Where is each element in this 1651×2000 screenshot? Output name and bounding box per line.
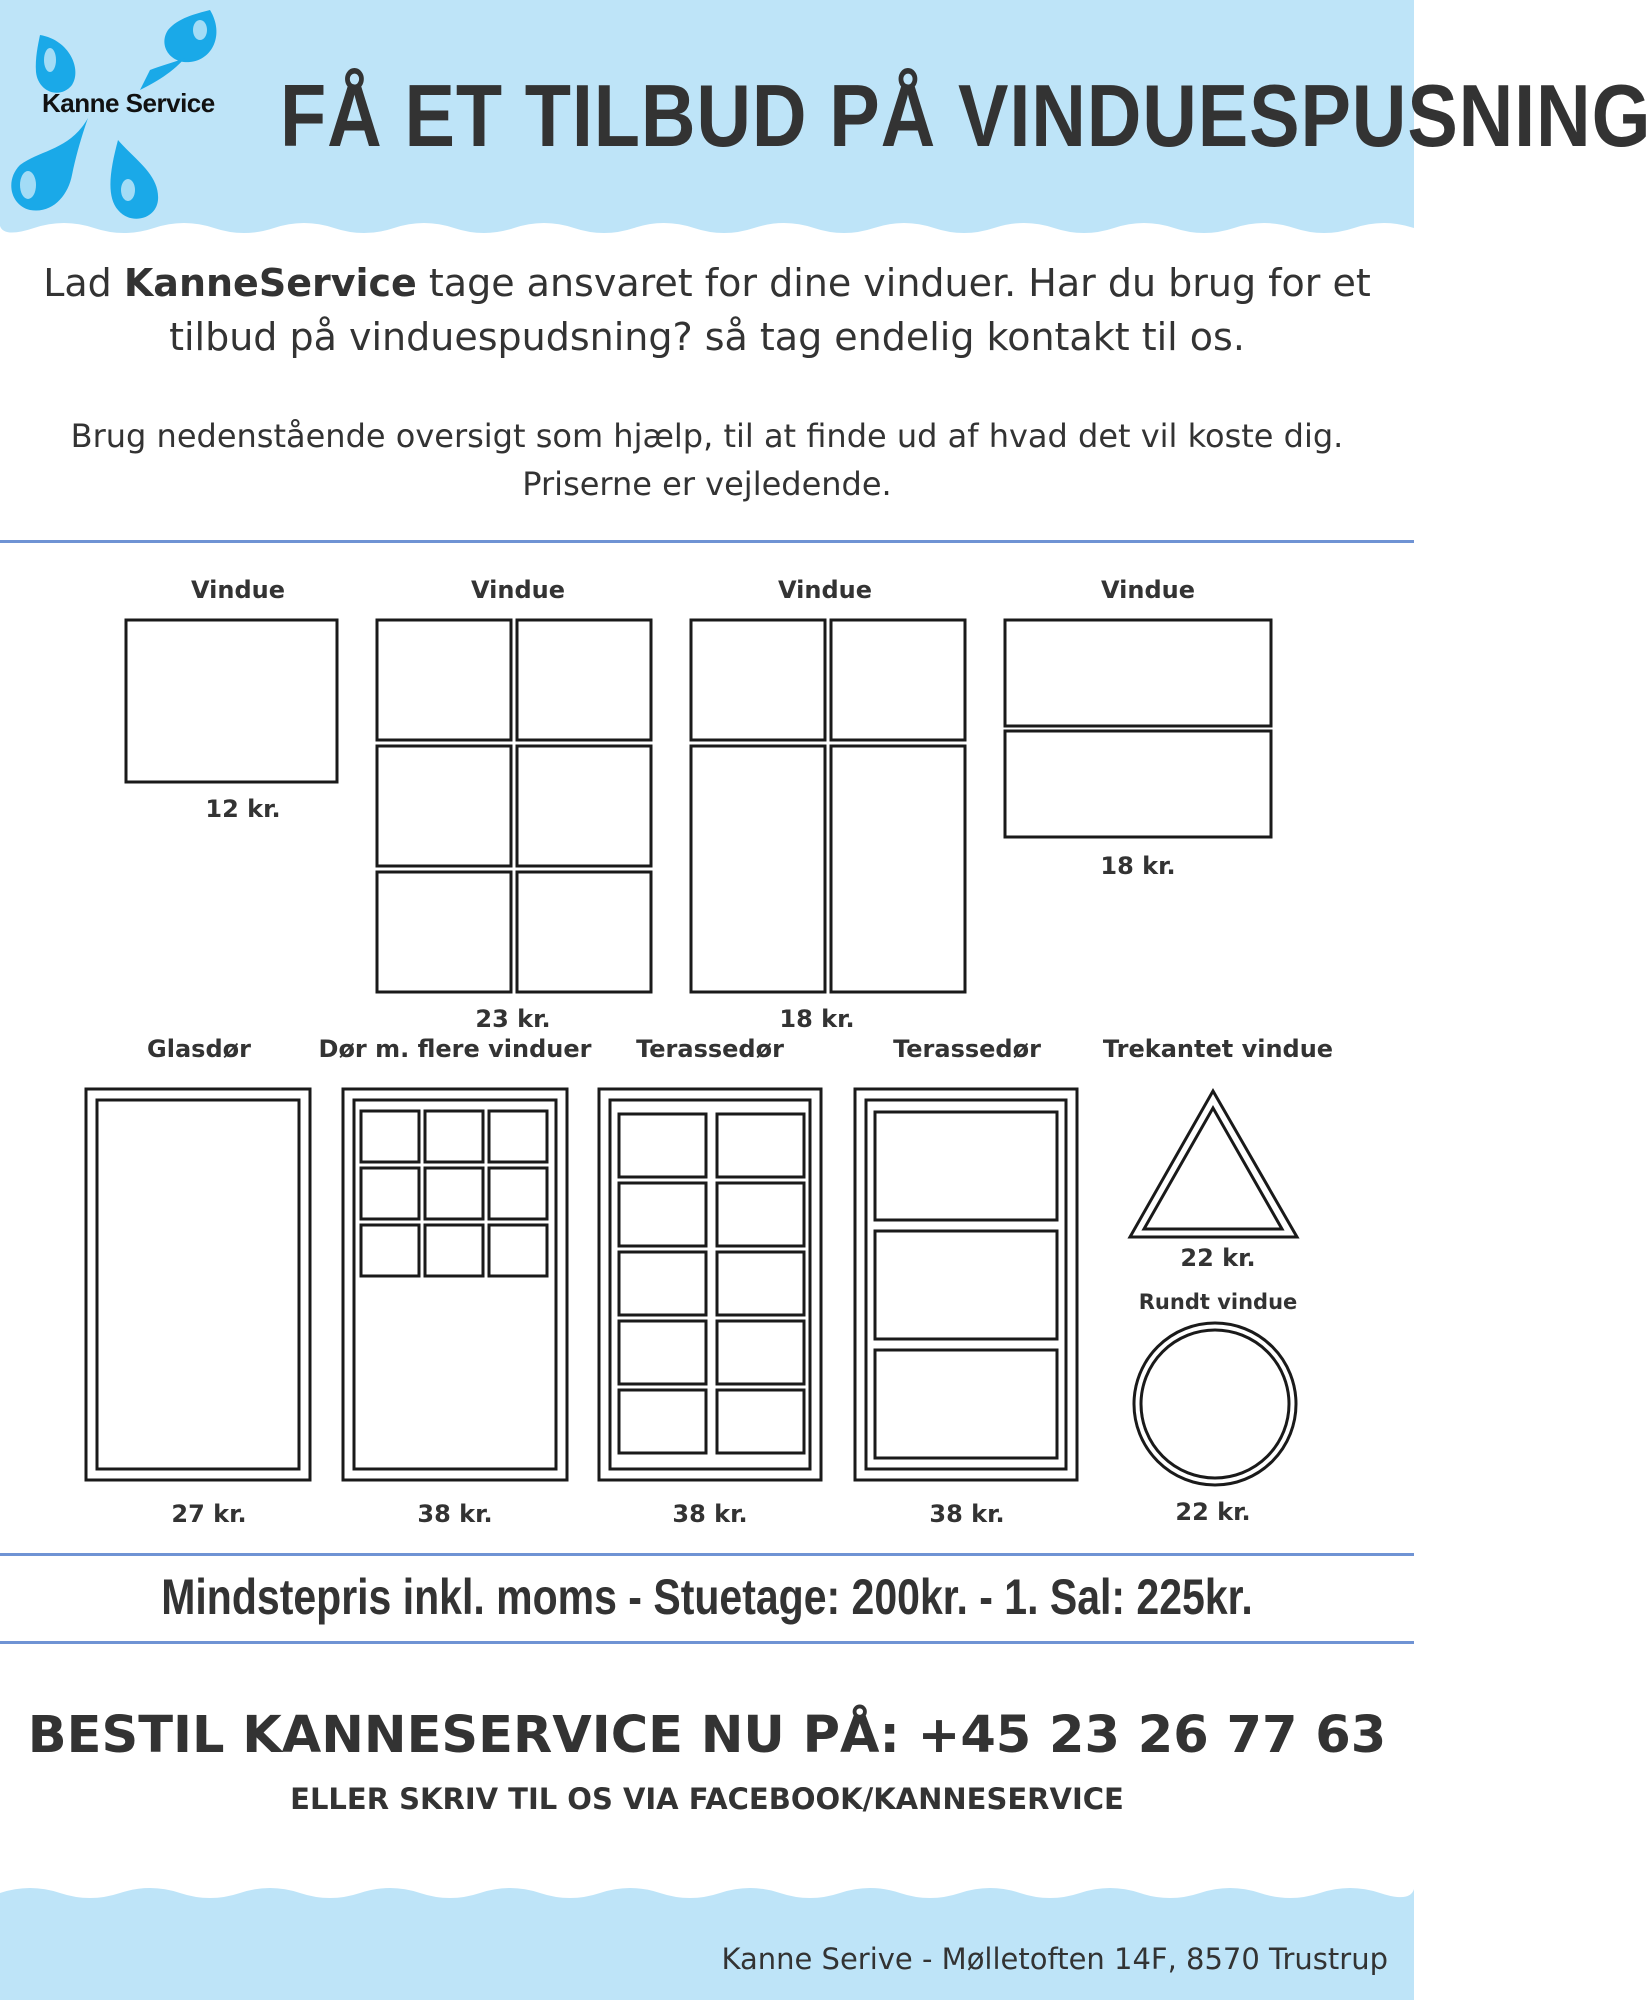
- item-label: Vindue: [1100, 576, 1196, 604]
- order-subline: ELLER SKRIV TIL OS VIA FACEBOOK/KANNESERVICE: [290, 1782, 1124, 1816]
- item-label: Terassedør: [636, 1035, 784, 1063]
- page-title: FÅ ET TILBUD PÅ VINDUESPUSNING: [280, 66, 1651, 165]
- window-two-pane-drawing: [1005, 620, 1271, 837]
- item-label: Terassedør: [893, 1035, 1041, 1063]
- terrace-door-three-pane-drawing: [855, 1089, 1077, 1480]
- footer-wave-band: [0, 1875, 1414, 2000]
- item-label: Vindue: [777, 576, 873, 604]
- round-window-drawing: [1134, 1323, 1296, 1485]
- item-price: 22 kr.: [1175, 1498, 1251, 1526]
- divider-bottom: [0, 1641, 1414, 1644]
- intro-after: tage ansvaret for dine vinduer. Har du brug for et tilbud på vinduespudsning? så tag endelig kontakt til os.: [169, 261, 1371, 359]
- window-single-drawing: [126, 620, 337, 782]
- footer-address: Kanne Serive - Mølletoften 14F, 8570 Trustrup: [721, 1942, 1388, 1976]
- item-price: 12 kr.: [205, 795, 281, 823]
- triangle-window-drawing: [1130, 1091, 1297, 1237]
- item-price: 38 kr.: [417, 1500, 493, 1528]
- item-price: 38 kr.: [929, 1500, 1005, 1528]
- guide-line-1: Brug nedenstående oversigt som hjælp, til at finde ud af hvad det vil koste dig.: [70, 417, 1344, 455]
- item-label: Vindue: [190, 576, 286, 604]
- intro-before: Lad: [43, 261, 124, 305]
- window-six-pane-drawing: [377, 620, 651, 992]
- glass-door-drawing: [86, 1089, 310, 1480]
- item-price: 18 kr.: [1100, 852, 1176, 880]
- terrace-door-ten-pane-drawing: [599, 1089, 821, 1480]
- item-label: Glasdør: [147, 1035, 251, 1063]
- minimum-price: Mindstepris inkl. moms - Stuetage: 200kr. - 1. Sal: 225kr.: [161, 1569, 1253, 1625]
- item-price: 18 kr.: [779, 1005, 855, 1033]
- intro-brand: KanneService: [123, 261, 417, 305]
- order-headline: BESTIL KANNESERVICE NU PÅ: +45 23 26 77 63: [27, 1706, 1387, 1765]
- item-price: 23 kr.: [475, 1005, 551, 1033]
- divider-mid: [0, 1553, 1414, 1556]
- item-price: 38 kr.: [672, 1500, 748, 1528]
- door-multi-window-drawing: [343, 1089, 567, 1480]
- item-price: 27 kr.: [171, 1500, 247, 1528]
- item-label: Rundt vindue: [1138, 1290, 1298, 1314]
- item-label: Trekantet vindue: [1102, 1035, 1334, 1063]
- logo-text: Kanne Service: [42, 88, 215, 118]
- item-price: 22 kr.: [1180, 1244, 1256, 1272]
- window-four-pane-drawing: [691, 620, 965, 992]
- item-label: Vindue: [470, 576, 566, 604]
- item-label: Dør m. flere vinduer: [318, 1035, 592, 1063]
- price-guide-text: [40, 412, 1374, 508]
- intro-text: [40, 256, 1374, 364]
- guide-line-2: Priserne er vejledende.: [522, 465, 892, 503]
